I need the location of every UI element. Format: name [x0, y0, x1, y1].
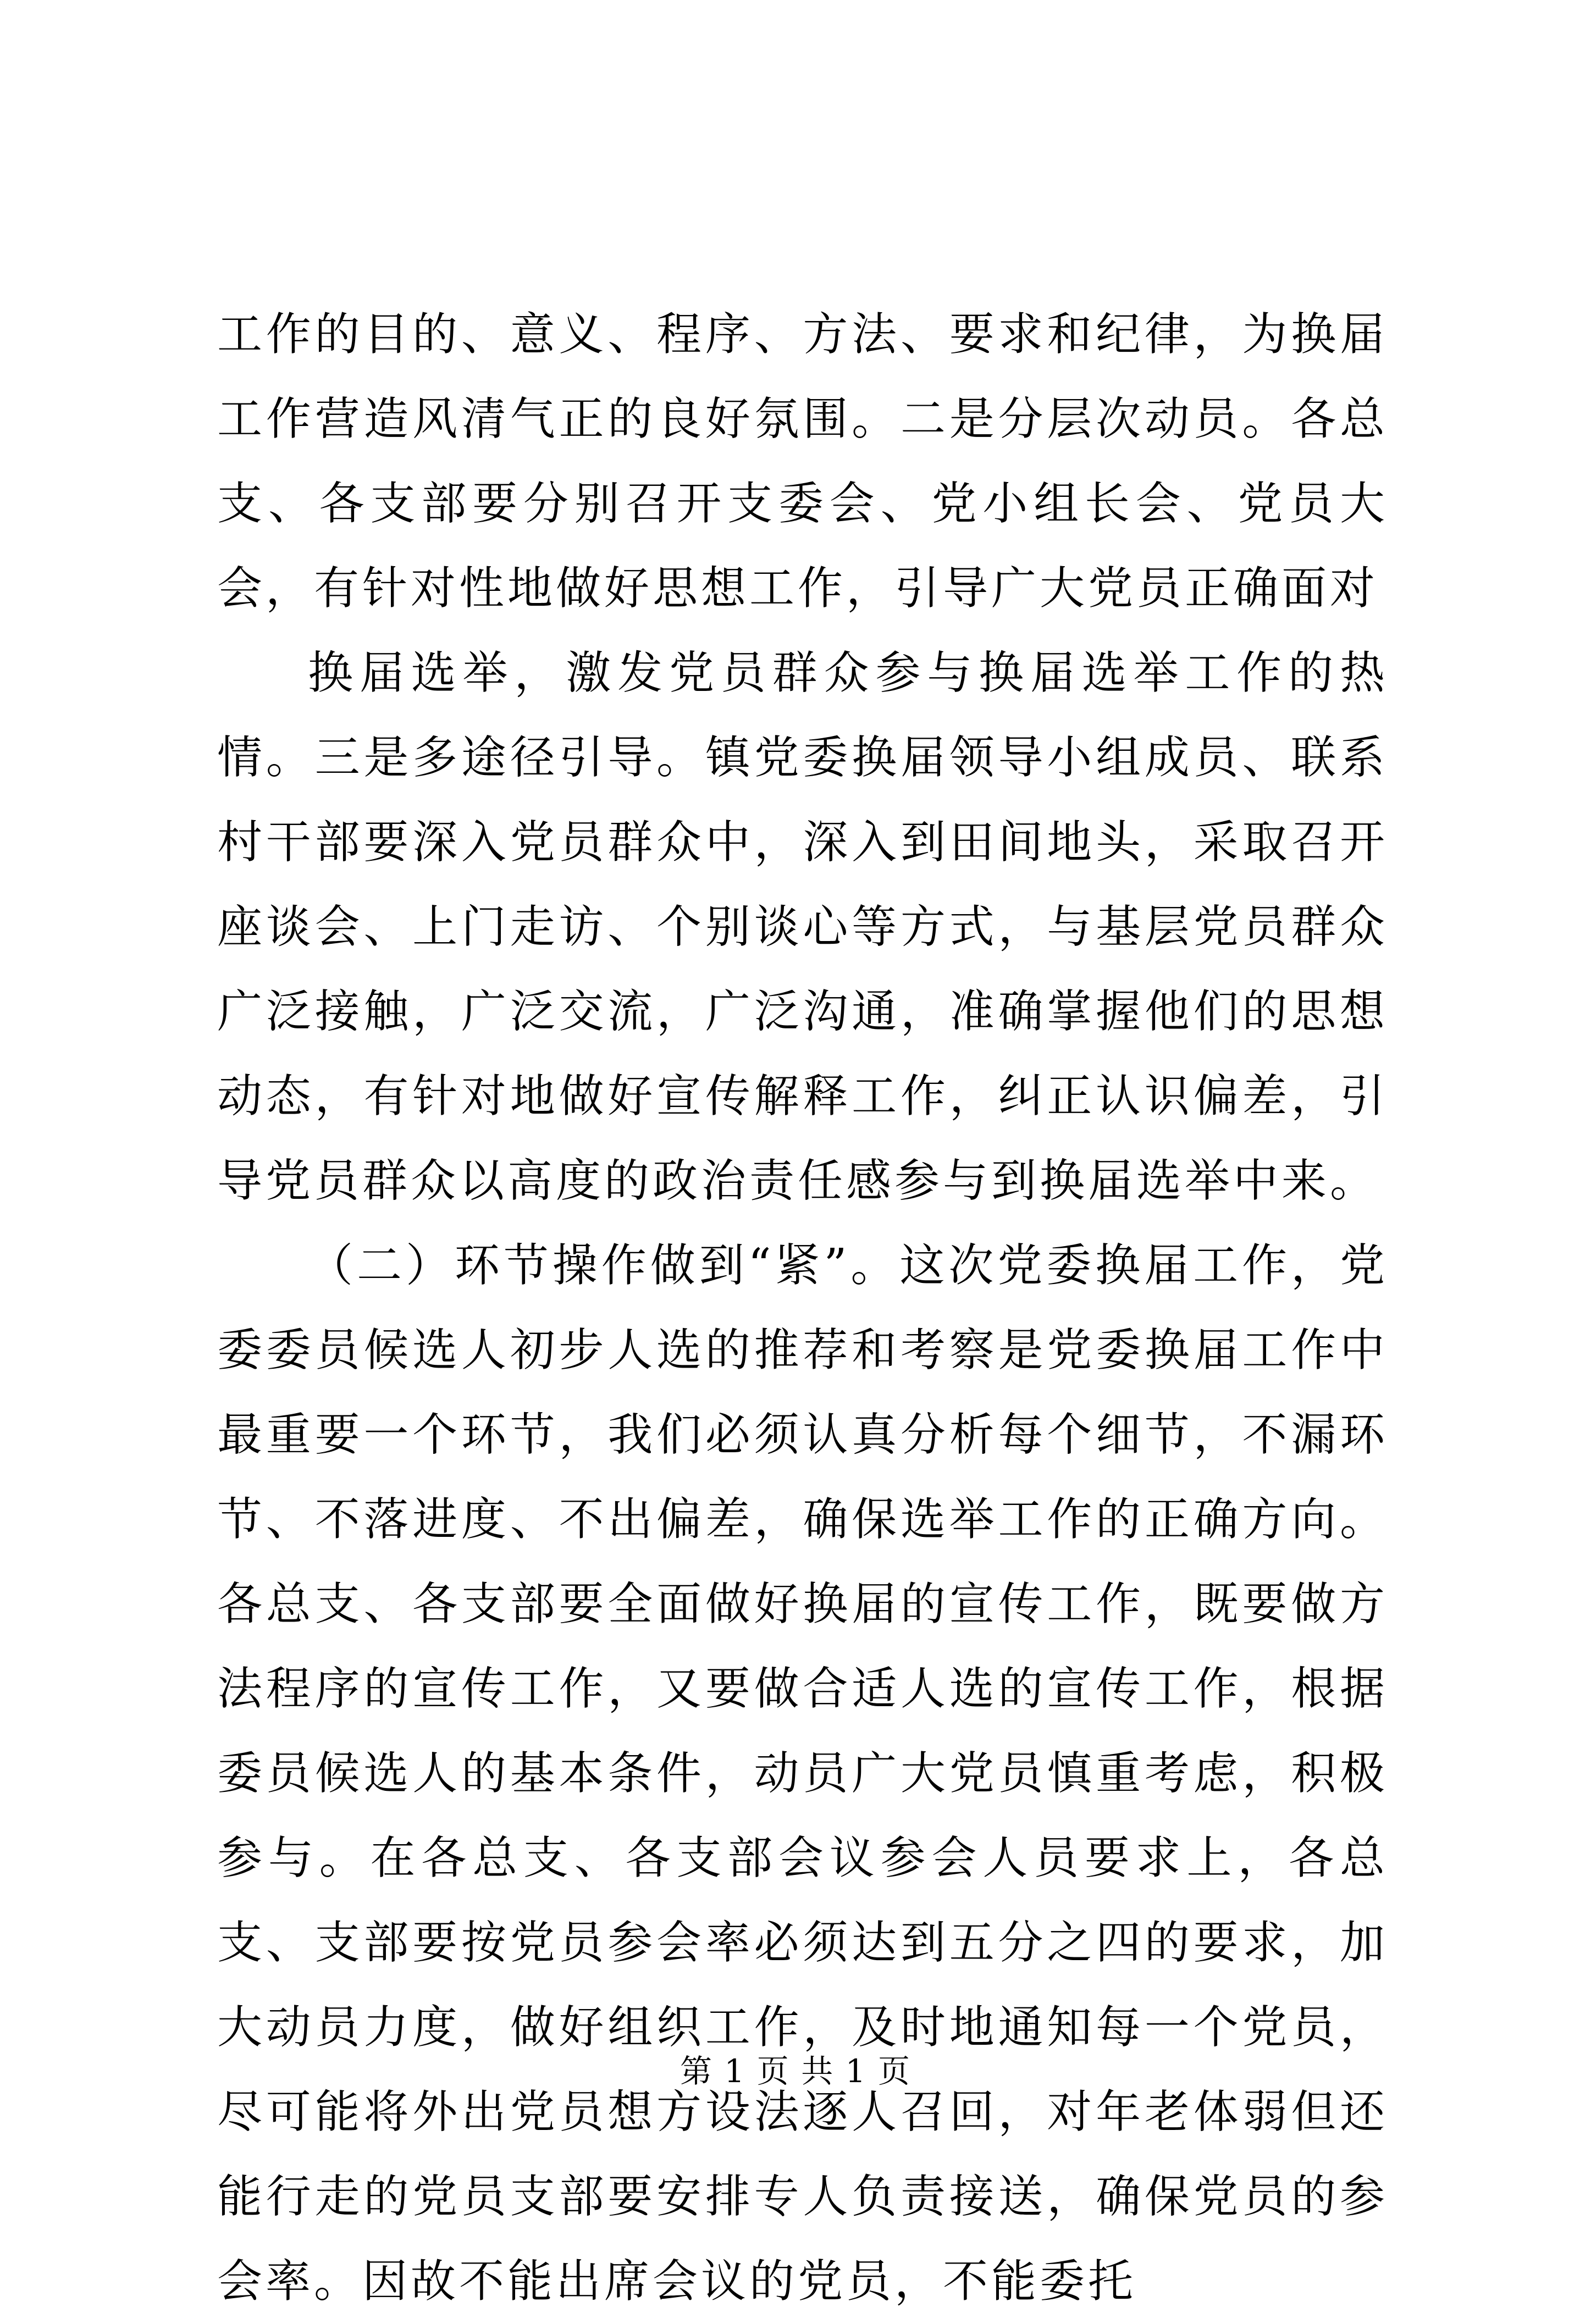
paragraph-3: （二）环节操作做到“紧”。这次党委换届工作，党委委员候选人初步人选的推荐和考察是党委换届工作中最重要一个环节，我们必须认真分析每个细节，不漏环节、不落进度、不出偏差，确保选举工作的正确方向。各总支、各支部要全面做好换届的宣传工作，既要做方法程序的宣传工作，又要做合适人选的宣传工作，根据委员候选人的基本条件，动员广大党员慎重考虑，积极参与。在各总支、各支部会议参会人员要求上，各总支、支部要按党员参会率必须达到五分之四的要求，加大动员力度，做好组织工作，及时地通知每一个党员，尽可能将外出党员想方设法逐人召回，对年老体弱但还能行走的党员支部要安排专人负责接送，确保党员的参会率。因故不能出席会议的党员，不能委托 — [217, 1240, 1388, 2308]
paragraph-2: 换届选举，激发党员群众参与换届选举工作的热情。三是多途径引导。镇党委换届领导小组成员、联系村干部要深入党员群众中，深入到田间地头，采取召开座谈会、上门走访、个别谈心等方式，与基层党员群众广泛接触，广泛交流，广泛沟通，准确掌握他们的思想动态，有针对地做好宣传解释工作，纠正认识偏差，引导党员群众以高度的政治责任感参与到换届选举中来。 — [217, 647, 1388, 1207]
document-body — [217, 292, 1388, 2324]
page-footer: 第 1 页 共 1 页 — [680, 2052, 911, 2090]
paragraph-1: 工作的目的、意义、程序、方法、要求和纪律，为换届工作营造风清气正的良好氛围。二是分层次动员。各总支、各支部要分别召开支委会、党小组长会、党员大会，有针对性地做好思想工作，引导广大党员正确面对 — [217, 308, 1388, 615]
